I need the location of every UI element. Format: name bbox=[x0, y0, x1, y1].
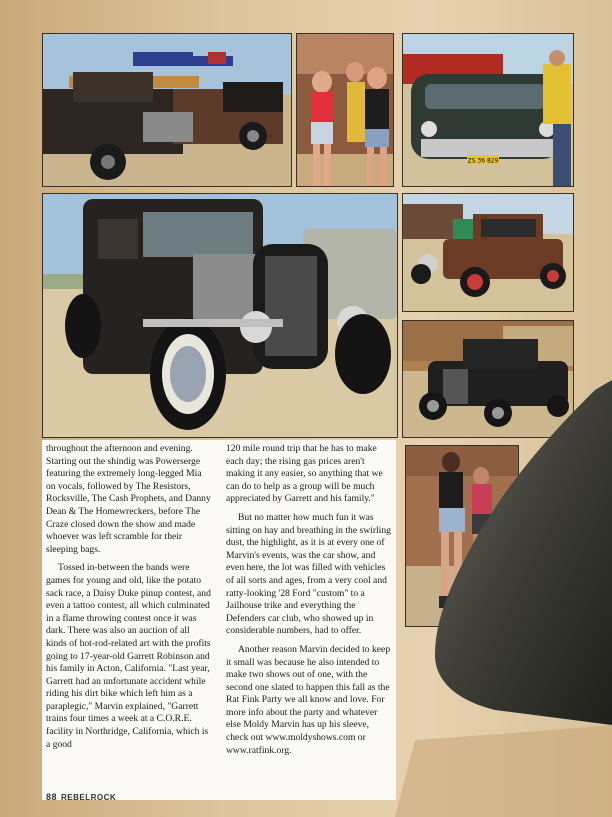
magazine-name: REBELROCK bbox=[61, 793, 117, 802]
article-paragraph: But no matter how much fun it was sitting on hay and breathing in the swirling dust, the highlight, as it is at every one of Marvin's events, was the car show, and even here, the lot was filled with vehicles of all sorts and ages, from a very cool and ratty-looking '28 Ford "custom" to a Jailhouse trike and everything the Defenders car club, who showed up in considerable numbers, had to offer. bbox=[226, 511, 391, 637]
license-plate-text: ZS 36 829 bbox=[467, 157, 499, 165]
page-footer bbox=[46, 792, 116, 802]
photo-black-coupe bbox=[42, 193, 398, 438]
article-column-1 bbox=[46, 443, 211, 751]
car-fender-foreground bbox=[395, 380, 612, 817]
article-text-panel bbox=[42, 440, 396, 800]
page-number: 88 bbox=[46, 792, 58, 802]
article-paragraph: Another reason Marvin decided to keep it small was because he also intended to make two shows out of one, with the second one slated to happen this fall as the Rat Fink Party we all know and love. For more info about the party and whatever else Moldy Marvin has up his sleeve, check out www.moldyshows.com or www.ratfink.org. bbox=[226, 643, 391, 756]
article-column-2 bbox=[226, 443, 391, 757]
photo-green-mercury bbox=[402, 33, 574, 187]
article-paragraph: Tossed in-between the bands were games for young and old, like the potato sack race, a Daisy Duke pinup contest, and even a tattoo contest, all which culminated in a flame throwing contest once it was dark. There was also an auction of all kinds of hot-rod-related art with the profits going to 17-year-old Garrett Robinson and his family in Acton, California. "Last year, Garrett had an unfortunate accident while riding his dirt bike which left him as a paraplegic," Marvin explained, "Garrett trains four times a week at a C.O.R.E. facility in Northridge, California, which is a good bbox=[46, 562, 211, 750]
article-paragraph: 120 mile round trip that he has to make each day; the rising gas prices aren't making it any easier, so anything that we can do to help as a group will be much appreciated by Garrett and his family." bbox=[226, 443, 383, 505]
article-paragraph: throughout the afternoon and evening. Starting out the shindig was Powerserge featuring the extremely long-legged Mia on vocals, followed by The Resistors, Rocksville, The Cash Prophets, and Danny Dean & The Homewreckers, before The Craze closed down the show and made whoever was left scramble for their sleeping bags. bbox=[46, 443, 211, 555]
photo-hot-rods-lot bbox=[42, 33, 292, 187]
photo-pinup-girls bbox=[296, 33, 394, 187]
photo-rusty-roadster bbox=[402, 193, 574, 312]
